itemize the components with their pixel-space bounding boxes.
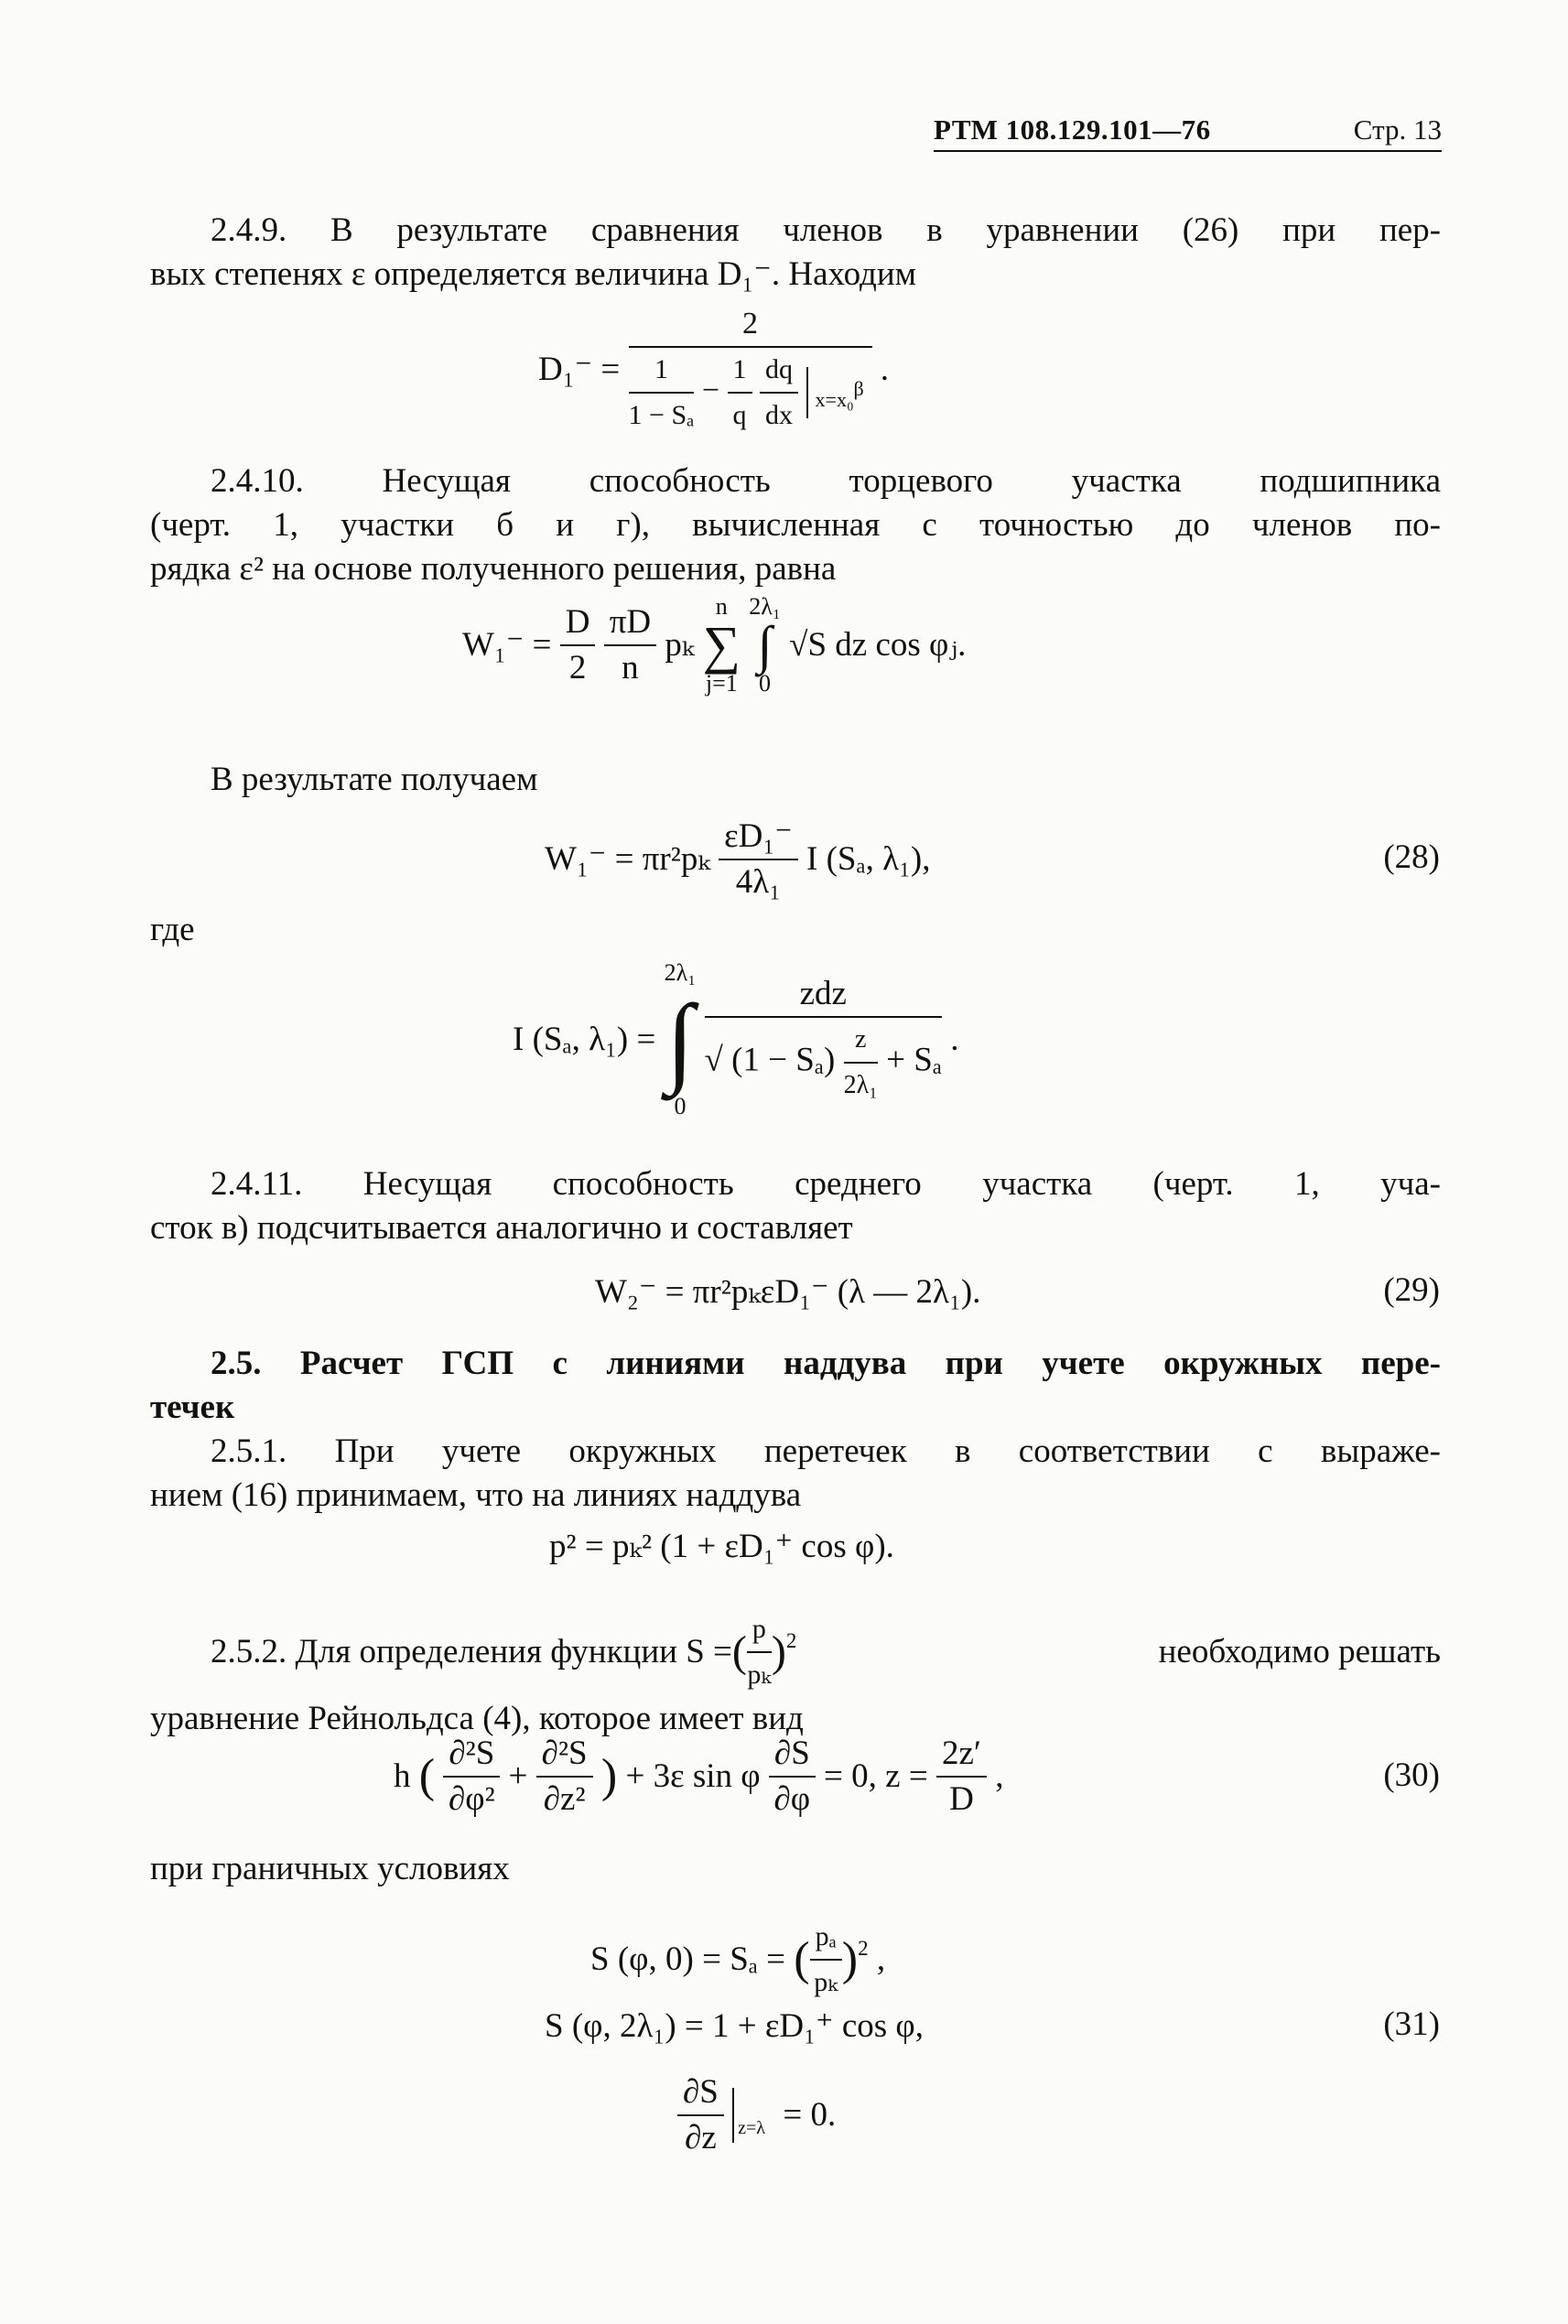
equation-29: W₂⁻ = πr²pₖεD₁⁻ (λ — 2λ₁). [595,1273,981,1311]
paragraph-2-4-11 [150,1162,1441,1250]
fraction-denominator: ∂z² [543,1780,586,1818]
equation-31-line-2: S (φ, 2λ₁) = 1 + εD₁⁺ cos φ, [545,2007,925,2045]
paragraph-line: 2.5.1. При учете окружных перетечек в соответствии с выраже- [211,1432,1441,1470]
integral-upper-limit: 2λ₁ [664,959,697,986]
radical-part: + Sₐ [886,1041,942,1079]
fraction-denominator: ∂φ² [448,1780,495,1818]
paragraph-boundary: при граничных условиях [150,1850,510,1887]
fraction-numerator: ∂S [769,1732,816,1778]
equation-pressure: p² = pₖ² (1 + εD₁⁺ cos φ). [549,1528,894,1565]
fraction-denominator: q [732,400,747,430]
fraction-denominator: 2λ₁ [843,1071,878,1099]
section-heading-2-5 [150,1342,1441,1430]
fraction-denominator: pₖ [814,1967,838,1997]
fraction-numerator: 1 [629,348,695,394]
fraction-denominator: D [949,1780,974,1818]
equation-number: (28) [1383,838,1440,876]
integrand: √S dz cos φⱼ. [789,626,967,664]
fraction-denominator: pₖ [747,1659,772,1690]
equation-w1-sum [462,595,966,696]
paragraph-line: вых степенях ε определяется величина D₁⁻. Находим [150,255,917,293]
paragraph-line: необходимо решать [1158,1633,1441,1670]
fraction-numerator: ∂²S [536,1732,593,1778]
equation-rhs: = 0. [783,2096,837,2134]
fraction-denominator: n [622,649,639,686]
evaluation-point: x=x₀ [815,388,854,411]
integral-upper-limit: 2λ₁ [749,593,781,620]
equation-term: S (φ, 0) = Sₐ = [590,1940,786,1978]
paragraph-line: 2.4.11. Несущая способность среднего участка (черт. 1, уча- [211,1165,1441,1203]
evaluation-point: z=λ [738,2118,765,2138]
paragraph-line: 2.4.10. Несущая способность торцевого участка подшипника [211,462,1441,500]
punctuation: , [876,1940,886,1978]
page-number: Стр. 13 [1353,113,1442,146]
heading-line: 2.5. Расчет ГСП с линиями наддува при учете окружных пере- [211,1345,1441,1382]
paragraph-where: где [150,911,195,948]
paragraph-line: (черт. 1, участки б и г), вычисленная с точностью до членов по- [150,506,1441,544]
equation-lhs: I (Sₐ, λ₁) = [513,1021,656,1058]
fraction-numerator: D [560,600,596,646]
integral-lower-limit: 0 [759,670,772,697]
fraction-denominator: dx [765,400,794,430]
equation-lhs: W₁⁻ = πr²pₖ [545,840,710,878]
paragraph-2-5-2: 2.5.2. Для определения функции S = ( $\frac{p}{\text{pₖ}}$ )$^2$ необходимо решать уравнение Рейнольдса (4), которое имеет вид [150,1607,1441,1741]
fraction-denominator: 2 [568,649,587,686]
equation-31-line-3 [677,2070,836,2160]
fraction-numerator: 2z′ [936,1732,987,1778]
sum-lower-limit: j=1 [705,670,738,697]
paragraph-line: 2.4.9. В результате сравнения членов в уравнении (26) при пер- [211,211,1441,249]
evaluation-mark: β [853,377,864,400]
integral-lower-limit: 0 [674,1093,687,1119]
punctuation: , [995,1757,1004,1795]
integral-symbol: ∫ [757,615,773,675]
equation-30: h ( $\frac{\text{∂²S}}{\text{∂φ²}}$ + $\frac{\text{∂²S}}{\text{∂z²}}$ ) + 3ε sin φ $\frac{\partial S}{\partial\varphi}$ = 0, z = $\frac{2z'}{D}$ , [394,1732,1003,1821]
pressure-symbol: pₖ [665,626,695,664]
paragraph-line: 2.5.2. Для определения функции S = [211,1633,732,1670]
punctuation: . [880,351,890,388]
fraction-numerator: pₐ [810,1915,842,1961]
fraction-numerator: zdz [705,972,942,1018]
equation-number: (31) [1383,2005,1440,2043]
integral-symbol: ∫ [665,984,695,1096]
equation-term: + 3ε sin φ [625,1757,761,1795]
fraction-numerator: p [747,1607,772,1653]
paragraph-line: рядка ε² на основе полученного решения, равна [150,550,837,588]
fraction-denominator: ∂z [685,2119,717,2156]
punctuation: . [950,1021,959,1058]
equation-28 [545,815,931,904]
equation-term: = 0, z = [824,1757,928,1795]
fraction-denominator: 4λ₁ [735,863,782,901]
document-code: РТМ 108.129.101—76 [934,113,1211,146]
equation-31-line-1: S (φ, 0) = Sₐ = ( $\frac{\text{pₐ}}{\text{pₖ}}$ )$^2$ , [590,1915,885,2005]
fraction-numerator: ∂S [677,2070,724,2116]
equation-symbol: h [394,1757,411,1795]
radical-part: √ (1 − Sₐ) [704,1041,836,1079]
fraction-denominator: ∂φ [773,1780,811,1818]
operator: − [701,373,720,407]
fraction-numerator: πD [604,600,656,646]
paragraph-2-4-10 [150,459,1441,591]
fraction-numerator: 1 [728,348,752,394]
equation-lhs: D₁⁻ = [538,351,621,388]
equation-number: (30) [1383,1757,1440,1794]
equation-d1 [538,302,889,438]
fraction-numerator: ∂²S [443,1732,500,1778]
fraction-numerator: εD₁⁻ [719,815,798,860]
sum-upper-limit: n [715,593,728,620]
fraction-numerator: z [844,1018,878,1064]
paragraph-line: нием (16) принимаем, что на линиях наддува [150,1476,802,1514]
equation-rhs: I (Sₐ, λ₁), [806,840,931,878]
paragraph-line: сток в) подсчитывается аналогично и составляет [150,1209,853,1247]
fraction-numerator: dq [760,348,798,394]
heading-line: течек [150,1389,235,1426]
paragraph-2-5-1 [150,1430,1441,1518]
operator: + [508,1757,528,1795]
paragraph-line: уравнение Рейнольдса (4), которое имеет вид [150,1700,804,1737]
paragraph-2-4-9 [150,209,1441,297]
page-header [934,113,1442,152]
fraction-numerator: 2 [629,302,872,348]
equation-lhs: W₁⁻ = [462,626,552,664]
fraction-denominator: 1 − Sₐ [628,400,695,430]
equation-i [513,961,958,1119]
paragraph-result: В результате получаем [211,761,538,798]
sum-symbol: ∑ [702,615,741,675]
equation-number: (29) [1383,1271,1440,1309]
